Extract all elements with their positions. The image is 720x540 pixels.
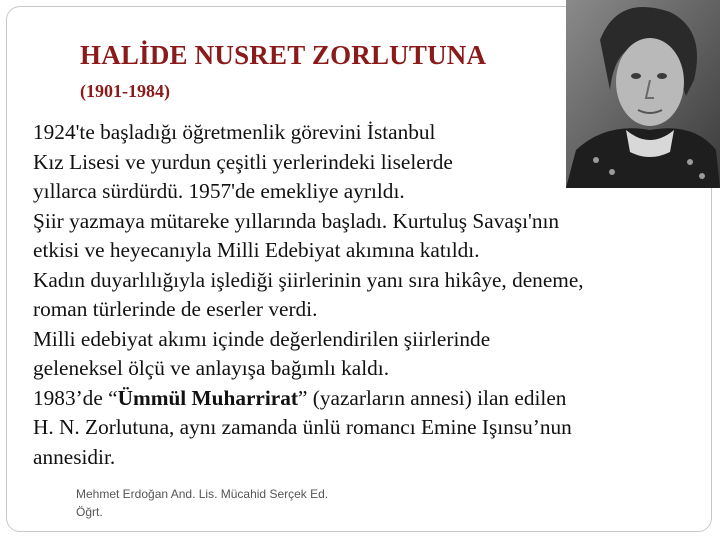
bio-line-12: annesidir. xyxy=(33,444,116,469)
bio-line-9: geleneksel ölçü ve anlayışa bağımlı kaldı. xyxy=(33,356,390,380)
bio-line-6: Kadın duyarlılığıyla işlediği şiirlerinin yanı sıra hikâye, deneme, xyxy=(33,267,584,292)
bio-line-10-emphasis: Ümmül Muharrirat xyxy=(117,385,298,410)
author-credit xyxy=(76,485,328,521)
bio-line-10-end: ” (yazarların annesi) ilan edilen xyxy=(297,385,567,410)
bio-line-2: Kız Lisesi ve yurdun çeşitli yerlerindeki liselerde xyxy=(33,149,453,174)
bio-line-11: H. N. Zorlutuna, aynı zamanda ünlü romancı Emine Işınsu’nun xyxy=(33,415,572,439)
bio-line-8: Milli edebiyat akımı içinde değerlendirilen şiirlerinde xyxy=(33,326,491,351)
bio-line-4: Şiir yazmaya mütareke yıllarında başladı. Kurtuluş Savaşı'nın xyxy=(33,208,560,233)
bio-line-7: roman türlerinde de eserler verdi. xyxy=(33,297,318,321)
slide-years: (1901-1984) xyxy=(80,81,170,101)
bio-line-3: yıllarca sürdürdü. 1957'de emekliye ayrıldı. xyxy=(33,179,405,203)
credit-line-2: Öğrt. xyxy=(76,505,103,519)
bio-line-10 xyxy=(33,384,713,414)
bio-line-10-start: 1983’de “ xyxy=(33,385,118,410)
bio-line-1: 1924'te başladığı öğretmenlik görevini İstanbul xyxy=(33,120,436,144)
biography-text xyxy=(33,118,713,472)
bio-line-5: etkisi ve heyecanıyla Milli Edebiyat akımına katıldı. xyxy=(33,238,480,262)
credit-line-1: Mehmet Erdoğan And. Lis. Mücahid Serçek Ed. xyxy=(76,487,329,501)
slide-title: HALİDE NUSRET ZORLUTUNA xyxy=(80,40,487,70)
